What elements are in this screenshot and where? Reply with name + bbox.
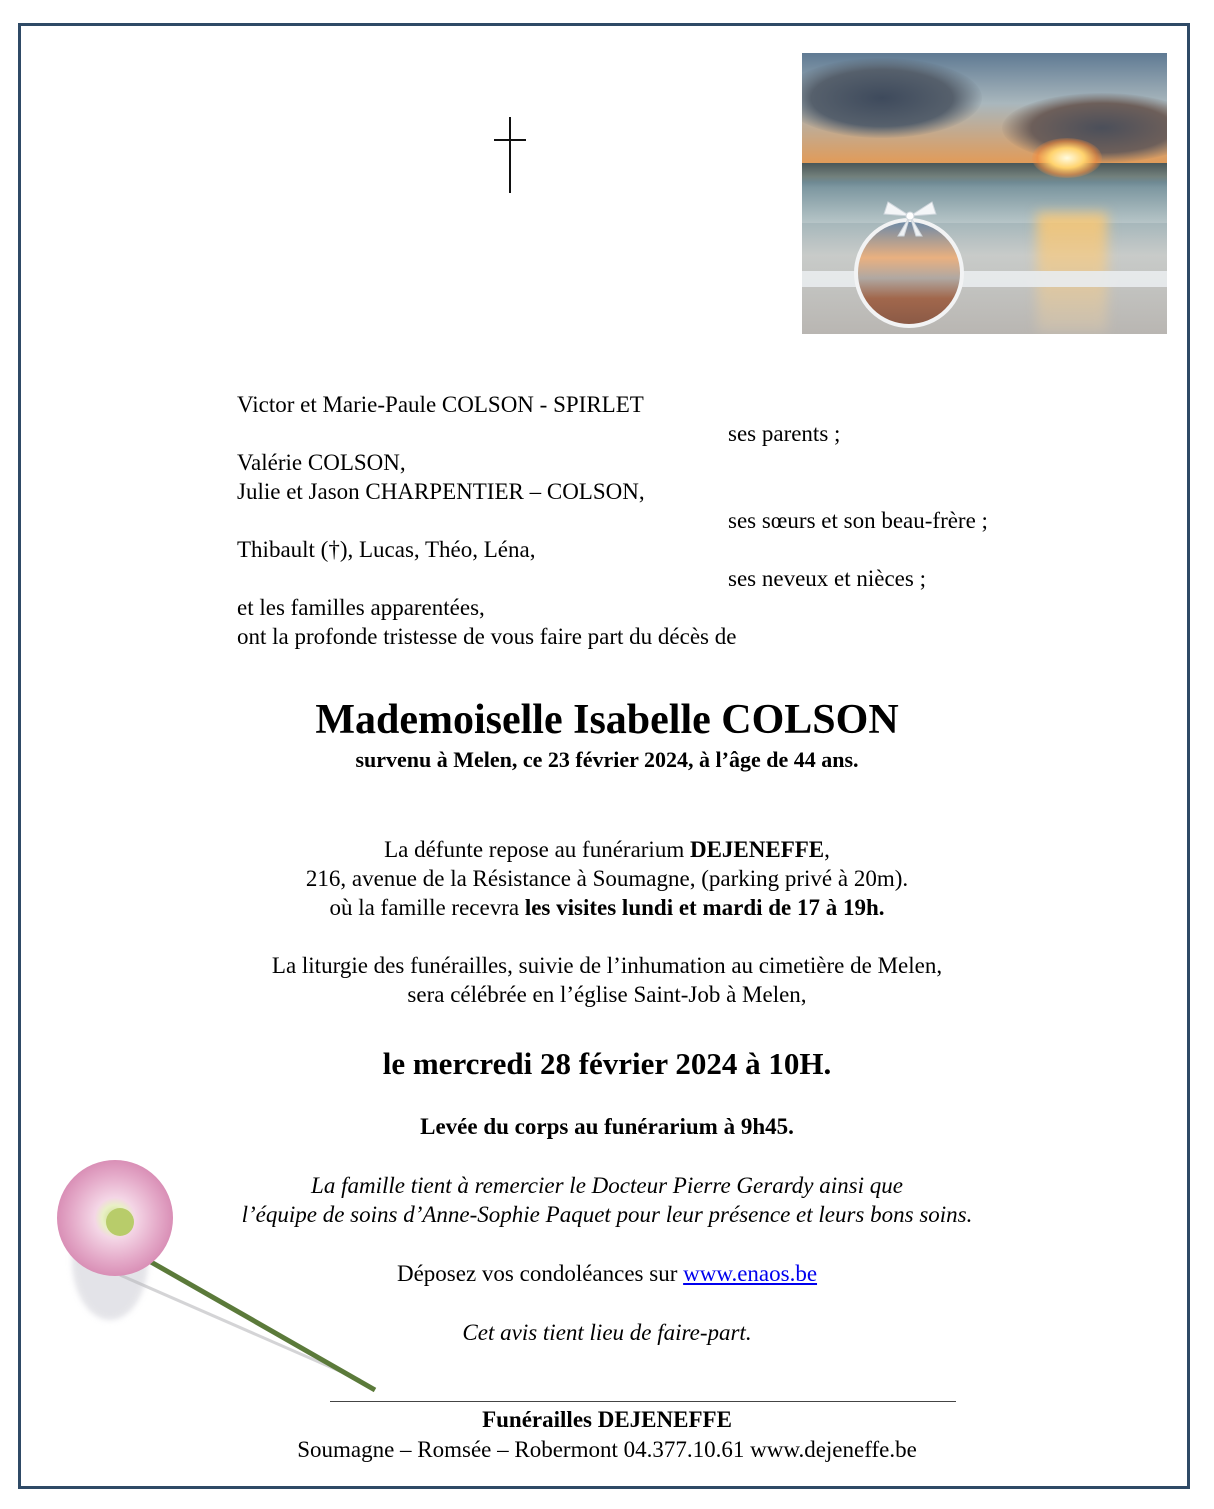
ceremony-date: le mercredi 28 février 2024 à 10H.: [382, 1046, 832, 1081]
ribbon-bow-icon: [880, 198, 940, 238]
relation-parents: ses parents ;: [728, 421, 841, 446]
visitation-address: 216, avenue de la Résistance à Soumagne, (parking privé à 20m).: [305, 866, 909, 891]
footer-company: Funérailles DEJENEFFE: [482, 1407, 732, 1432]
condolences-line: Déposez vos condoléances sur www.enaos.be: [396, 1261, 818, 1286]
family-line-parents: Victor et Marie-Paule COLSON - SPIRLET: [237, 392, 644, 417]
thanks-line-2: l’équipe de soins d’Anne-Sophie Paquet pour leur présence et leurs bons soins.: [241, 1202, 973, 1227]
enaos-link[interactable]: www.enaos.be: [683, 1261, 818, 1286]
footer-divider: [330, 1401, 956, 1402]
family-line-sister: Valérie COLSON,: [237, 450, 406, 475]
family-line-nephews: Thibault (†), Lucas, Théo, Léna,: [237, 537, 536, 562]
sunset-beach-image: [802, 53, 1167, 334]
levee-du-corps: Levée du corps au funérarium à 9h45.: [420, 1114, 794, 1139]
relation-nephews: ses neveux et nièces ;: [728, 566, 926, 591]
family-line-sister-couple: Julie et Jason CHARPENTIER – COLSON,: [237, 479, 645, 504]
footer-contact: Soumagne – Romsée – Robermont 04.377.10.61 www.dejeneffe.be: [297, 1437, 917, 1462]
deceased-name: Mademoiselle Isabelle COLSON: [315, 697, 899, 743]
thanks-line-1: La famille tient à remercier le Docteur Pierre Gerardy ainsi que: [311, 1173, 903, 1198]
cross-icon: [494, 117, 526, 193]
ceremony-line-1: La liturgie des funérailles, suivie de l’inhumation au cimetière de Melen,: [271, 953, 943, 978]
ceremony-line-2: sera célébrée en l’église Saint-Job à Melen,: [407, 982, 807, 1007]
flower-image: [30, 1150, 390, 1400]
announcement-line: ont la profonde tristesse de vous faire part du décès de: [237, 624, 737, 649]
family-line-relatives: et les familles apparentées,: [237, 595, 485, 620]
relation-siblings: ses sœurs et son beau-frère ;: [728, 508, 988, 533]
faire-part-note: Cet avis tient lieu de faire-part.: [462, 1320, 752, 1345]
visitation-line-1: La défunte repose au funérarium DEJENEFFE,: [384, 837, 830, 862]
visitation-hours: où la famille recevra les visites lundi et mardi de 17 à 19h.: [329, 895, 885, 920]
deceased-details: survenu à Melen, ce 23 février 2024, à l’âge de 44 ans.: [355, 747, 859, 772]
